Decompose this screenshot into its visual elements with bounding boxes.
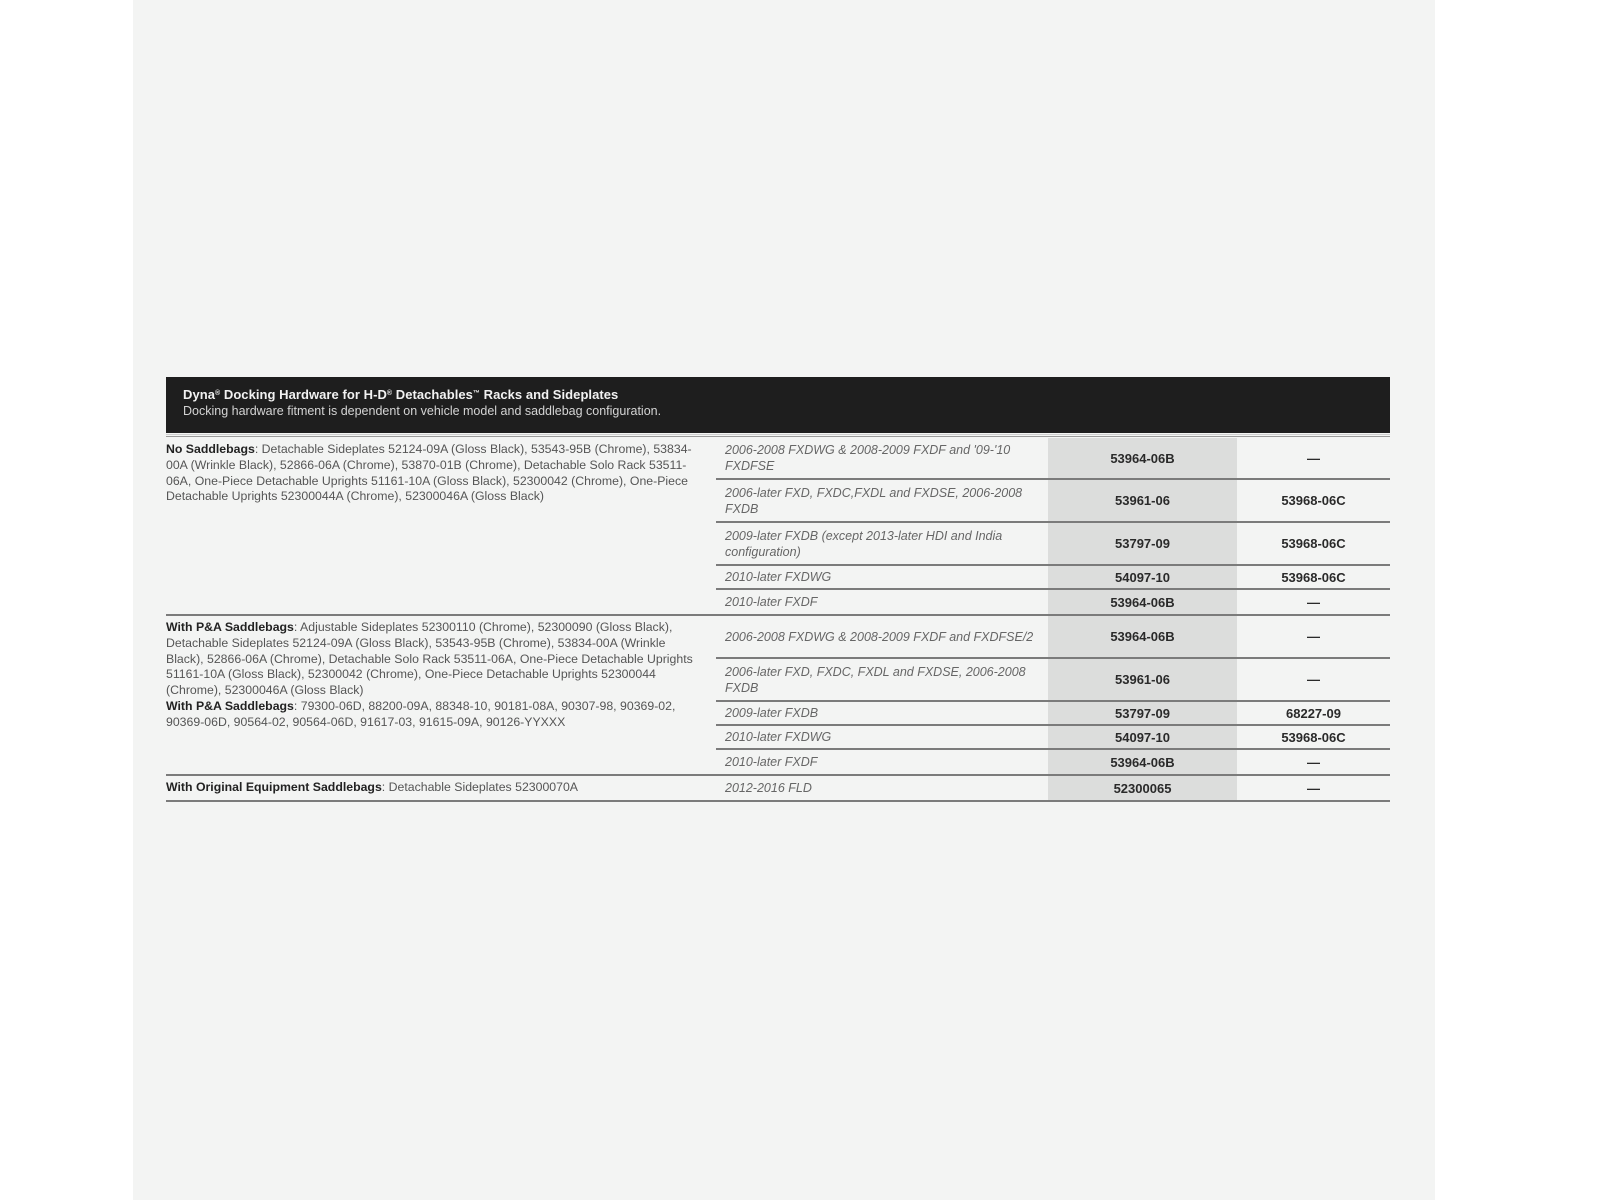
registered-mark: ®: [215, 390, 221, 397]
alt-part-cell: —: [1307, 754, 1320, 770]
registered-mark: ®: [386, 390, 393, 397]
table-row: [716, 523, 1390, 566]
table-row: [716, 616, 1390, 659]
part-number-cell: 53964-06B: [1048, 616, 1237, 657]
header-divider: [166, 434, 1390, 435]
group-description: [166, 442, 701, 505]
table-row: [716, 480, 1390, 523]
group-label: No Saddlebags: [166, 442, 255, 456]
group-text: : 79300-06D, 88200-09A, 88348-10, 90181-08A, 90307-98, 90369-02, 90369-06D, 90564-02, 90564-06D, 91617-03, 91615-09A, 90126-YYXXX: [166, 698, 676, 729]
model-cell: 2006-2008 FXDWG & 2008-2009 FXDF and '09-'10 FXDFSE: [725, 443, 1011, 473]
fitment-group-oe-saddlebags: [166, 776, 1390, 802]
part-number-cell: 54097-10: [1048, 566, 1237, 588]
title-brand: Dyna: [183, 387, 215, 402]
model-cell: 2006-2008 FXDWG & 2008-2009 FXDF and FXDFSE/2: [725, 629, 1034, 644]
fitment-group-pa-saddlebags: [166, 616, 1390, 776]
table-row: [716, 750, 1390, 774]
title-text: Racks and Sideplates: [479, 387, 619, 402]
group-text: : Adjustable Sideplates 52300110 (Chrome), 52300090 (Gloss Black), Detachable Sideplates 52124-09A (Gloss Black), 53543-95B (Chrome), 53834-00A (Wrinkle Black), 52866-06A (Chrome), Detachable Solo Rack 53511-06A, One-Piece Detachable Uprights 51161-10A (Gloss Black), 52300042 (Chrome), One-Piece Detachable Uprights 52300044 (Chrome), 52300046A (Gloss Black): [166, 620, 693, 698]
group-description: [166, 780, 701, 796]
model-cell: 2006-later FXD, FXDC,FXDL and FXDSE, 2006-2008 FXDB: [725, 485, 1023, 516]
group-description: [166, 620, 701, 731]
alt-part-cell: —: [1307, 594, 1320, 610]
alt-part-cell: 53968-06C: [1281, 536, 1346, 551]
model-cell: 2010-later FXDF: [725, 595, 818, 609]
alt-part-cell: —: [1307, 629, 1320, 644]
title-text: Docking Hardware for H-D: [220, 387, 387, 402]
group-label: With Original Equipment Saddlebags: [166, 780, 382, 794]
part-number-cell: 54097-10: [1048, 726, 1237, 748]
group-text: : Detachable Sideplates 52124-09A (Gloss Black), 53543-95B (Chrome), 53834-00A (Wrinkle Black), 52866-06A (Chrome), 53870-01B (Chrome), Detachable Solo Rack 53511-06A, One-Piece Detachable Uprights 51161-10A (Gloss Black), 52300042 (Chrome), One-Piece Detachable Uprights 52300044A (Chrome), 52300046A (Gloss Black): [166, 442, 692, 504]
table-header: [166, 377, 1390, 433]
model-cell: 2010-later FXDWG: [725, 730, 832, 744]
model-cell: 2009-later FXDB: [725, 706, 819, 720]
trademark-mark: ™: [472, 390, 480, 397]
fitment-group-no-saddlebags: [166, 438, 1390, 616]
title-text: Detachables: [392, 387, 473, 402]
table-subtitle: Docking hardware fitment is dependent on vehicle model and saddlebag configuration.: [183, 404, 662, 418]
table-row: [716, 438, 1390, 480]
table-row: [716, 776, 1390, 800]
alt-part-cell: —: [1307, 780, 1320, 796]
model-cell: 2010-later FXDF: [725, 755, 818, 769]
group-label: With P&A Saddlebags: [166, 620, 294, 634]
part-number-cell: 53797-09: [1048, 702, 1237, 724]
part-number-cell: 53964-06B: [1048, 750, 1237, 774]
alt-part-cell: —: [1307, 672, 1320, 687]
part-number-cell: 53961-06: [1048, 480, 1237, 521]
group-label: With P&A Saddlebags: [166, 698, 294, 713]
model-cell: 2009-later FXDB (except 2013-later HDI and India configuration): [725, 528, 1003, 559]
part-number-cell: 53964-06B: [1048, 438, 1237, 478]
part-number-cell: 52300065: [1048, 776, 1237, 800]
alt-part-cell: 53968-06C: [1281, 493, 1346, 508]
alt-part-cell: 53968-06C: [1281, 729, 1346, 745]
model-cell: 2012-2016 FLD: [725, 781, 812, 795]
part-number-cell: 53797-09: [1048, 523, 1237, 564]
model-cell: 2010-later FXDWG: [725, 570, 832, 584]
part-number-cell: 53961-06: [1048, 659, 1237, 700]
group-text: : Detachable Sideplates 52300070A: [381, 780, 579, 794]
alt-part-cell: 68227-09: [1286, 705, 1341, 721]
table-row: [716, 590, 1390, 614]
table-row: [716, 659, 1390, 702]
part-number-cell: 53964-06B: [1048, 590, 1237, 614]
table-row: [716, 702, 1390, 726]
header-divider: [166, 436, 1390, 437]
table-title: [183, 386, 1390, 403]
fitment-table: [166, 377, 1390, 802]
table-row: [716, 726, 1390, 750]
alt-part-cell: 53968-06C: [1281, 569, 1346, 585]
alt-part-cell: —: [1307, 450, 1320, 466]
table-row: [716, 566, 1390, 590]
model-cell: 2006-later FXD, FXDC, FXDL and FXDSE, 2006-2008 FXDB: [725, 664, 1026, 695]
